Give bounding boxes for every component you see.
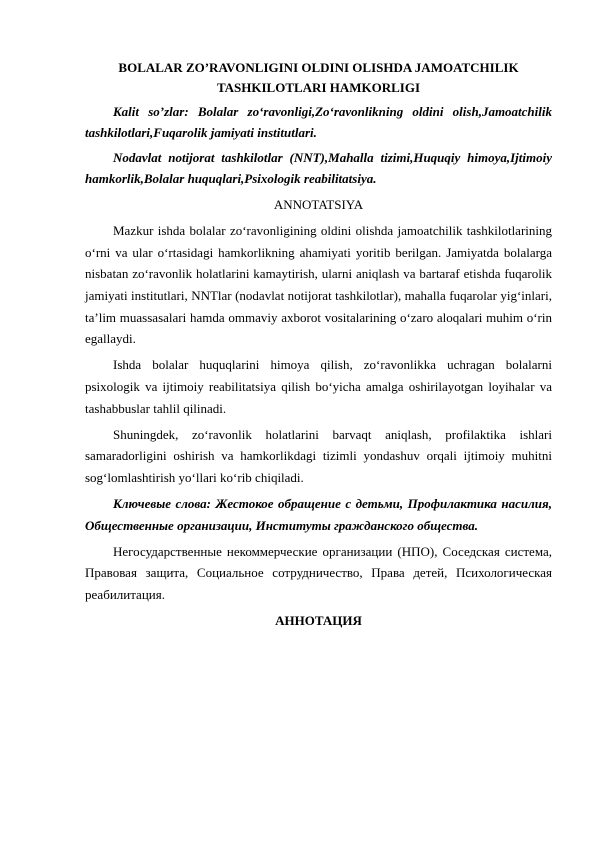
title-line-1: BOLALAR ZO’RAVONLIGINI OLDINI OLISHDA JAMOATCHILIK (118, 60, 519, 75)
keywords-ru: Ключевые слова: Жестокое обращение с детьми, Профилактика насилия, Общественные организации, Институты гражданского общества. (85, 495, 552, 533)
paragraph-3: Shuningdek, zo‘ravonlik holatlarini barvaqt aniqlash, profilaktika ishlari samaradorligini oshirish va hamkorlikdagi tizimli yondashuv orqali ijtimoiy muhitni sog‘lomlashtirish yo‘llari ko‘rib chiqiladi. (85, 426, 552, 485)
document-body (85, 58, 552, 636)
title-line-2: TASHKILOTLARI HAMKORLIGI (216, 80, 421, 95)
paragraph-ru: Негосударственные некоммерческие организации (НПО), Соседская система, Правовая защита, Социальное сотрудничество, Права детей, Психологическая реабилитация. (85, 543, 552, 602)
document-title (85, 58, 552, 98)
paragraph-2: Ishda bolalar huquqlarini himoya qilish, zo‘ravonlikka uchragan bolalarni psixologik va ijtimoiy reabilitatsiya qilish bo‘yicha amalga oshirilayotgan loyihalar va tashabbuslar tahlil qilinadi. (85, 357, 552, 416)
annotation-heading-ru: АННОТАЦИЯ (275, 612, 362, 628)
paragraph-1: Mazkur ishda bolalar zo‘ravonligining oldini olishda jamoatchilik tashkilotlarining o‘rni va ular o‘rtasidagi hamkorlikning ahamiyati yoritib berilgan. Jamiyatda bolalarga nisbatan zo‘ravonlik holatlarini kamaytirish, ularni aniqlash va bartaraf etishda fuqarolik jamiyati institutlari, NNTlar (nodavlat notijorat tashkilotlar), mahalla fuqarolar yig‘inlari, ta’lim muassasalari hamda ommaviy axborot vositalarining o‘zaro aloqalari muhim o‘rin egallaydi. (85, 223, 552, 347)
annotation-heading-uz: ANNOTATSIYA (273, 197, 364, 213)
keywords-uz-1: Kalit so’zlar: Bolalar zo‘ravonligi,Zo‘ravonlikning oldini olish,Jamoatchilik tashkilotlari,Fuqarolik jamiyati institutlari. (85, 104, 552, 140)
keywords-uz-2: Nodavlat notijorat tashkilotlar (NNT),Mahalla tizimi,Huquqiy himoya,Ijtimoiy hamkorlik,Bolalar huquqlari,Psixologik reabilitatsiya. (85, 150, 552, 186)
